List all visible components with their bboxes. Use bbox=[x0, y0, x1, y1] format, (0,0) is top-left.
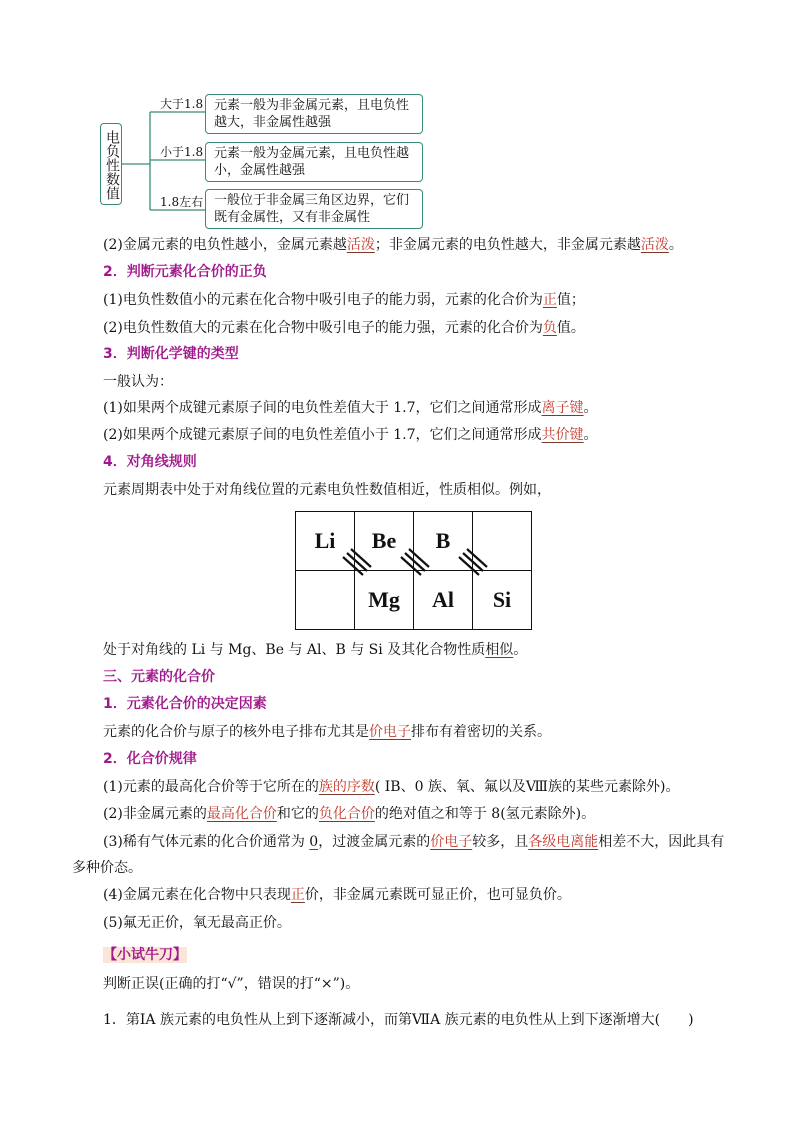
paragraph: (3)稀有气体元素的化合价通常为 0，过渡金属元素的价电子较多，且各级电离能相差不大，因此具有 bbox=[103, 834, 725, 850]
answer: 活泼 bbox=[640, 237, 669, 253]
branch-text: 既有金属性，又有非金属性 bbox=[214, 210, 371, 225]
paragraph: 一般认为： bbox=[103, 374, 173, 390]
answer: 负化合价 bbox=[318, 806, 375, 822]
subheading: 2．判断元素化合价的正负 bbox=[103, 264, 267, 280]
section-heading: 三、元素的化合价 bbox=[103, 669, 215, 685]
cell-li: Li bbox=[296, 512, 355, 571]
subheading: 4．对角线规则 bbox=[103, 454, 197, 470]
cell-be: Be bbox=[355, 512, 414, 571]
subheading: 2．化合价规律 bbox=[103, 751, 197, 767]
subheading: 3．判断化学键的类型 bbox=[103, 346, 239, 362]
paragraph: 处于对角线的 Li 与 Mg、Be 与 Al、B 与 Si 及其化合物性质相似。 bbox=[103, 642, 528, 658]
branch-label-gt: 大于1.8 bbox=[160, 97, 204, 111]
answer: 族的序数 bbox=[318, 779, 375, 795]
branch-text: 元素一般为非金属元素，且电负性 bbox=[214, 98, 410, 113]
practice-tag-label: 【小试牛刀】 bbox=[103, 947, 187, 963]
answer: 负 bbox=[542, 320, 557, 336]
question-1: 1．第ⅠA 族元素的电负性从上到下逐渐减小，而第ⅦA 族元素的电负性从上到下逐渐增大( ) bbox=[103, 1012, 694, 1028]
answer: 0 bbox=[309, 834, 319, 850]
paragraph: (2)电负性数值大的元素在化合物中吸引电子的能力强，元素的化合价为负值。 bbox=[103, 320, 585, 336]
paragraph: (4)金属元素在化合物中只表现正价，非金属元素既可显正价，也可显负价。 bbox=[103, 887, 571, 903]
answer: 正 bbox=[290, 887, 305, 903]
diagram-root: 电负性数值 bbox=[100, 123, 122, 205]
paragraph: 判断正误(正确的打“√”，错误的打“×”)。 bbox=[103, 976, 360, 992]
paragraph: (1)如果两个成键元素原子间的电负性差值大于 1.7，它们之间通常形成离子键。 bbox=[103, 400, 598, 416]
paragraph: (2)金属元素的电负性越小，金属元素越活泼；非金属元素的电负性越大，非金属元素越活泼。 bbox=[103, 237, 683, 253]
cell-al: Al bbox=[414, 571, 473, 630]
cell-si: Si bbox=[473, 571, 532, 630]
practice-tag bbox=[103, 945, 187, 965]
answer: 活泼 bbox=[346, 237, 375, 253]
branch-text: 小，金属性越强 bbox=[214, 163, 306, 178]
paragraph: (2)如果两个成键元素原子间的电负性差值小于 1.7，它们之间通常形成共价键。 bbox=[103, 427, 598, 443]
answer: 正 bbox=[542, 292, 557, 308]
answer: 相似 bbox=[485, 642, 514, 658]
branch-text: 元素一般为金属元素，且电负性越 bbox=[214, 146, 410, 161]
answer: 离子键 bbox=[541, 400, 584, 416]
answer: 共价键 bbox=[541, 427, 584, 443]
paragraph: 多种价态。 bbox=[72, 860, 142, 876]
paragraph: 元素的化合价与原子的核外电子排布尤其是价电子排布有着密切的关系。 bbox=[103, 724, 551, 740]
branch-text: 一般位于非金属三角区边界，它们 bbox=[214, 193, 410, 208]
paragraph: (1)电负性数值小的元素在化合物中吸引电子的能力弱，元素的化合价为正值； bbox=[103, 292, 585, 308]
answer: 价电子 bbox=[369, 724, 411, 740]
branch-label-eq: 1.8左右 bbox=[160, 195, 204, 209]
cell-b: B bbox=[414, 512, 473, 571]
answer: 各级电离能 bbox=[528, 834, 599, 850]
cell-mg: Mg bbox=[355, 571, 414, 630]
branch-text: 越大，非金属性越强 bbox=[214, 115, 332, 130]
paragraph: (2)非金属元素的最高化合价和它的负化合价的绝对值之和等于 8(氢元素除外)。 bbox=[103, 806, 596, 822]
answer: 最高化合价 bbox=[206, 806, 277, 822]
subheading: 1．元素化合价的决定因素 bbox=[103, 696, 267, 712]
branch-label-lt: 小于1.8 bbox=[160, 145, 204, 159]
answer: 价电子 bbox=[430, 834, 473, 850]
paragraph: (1)元素的最高化合价等于它所在的族的序数( ⅠB、0 族、氧、氟以及Ⅷ族的某些元素除外)。 bbox=[103, 779, 680, 795]
paragraph: 元素周期表中处于对角线位置的元素电负性数值相近，性质相似。例如， bbox=[103, 482, 551, 498]
paragraph: (5)氟无正价，氧无最高正价。 bbox=[103, 915, 291, 931]
